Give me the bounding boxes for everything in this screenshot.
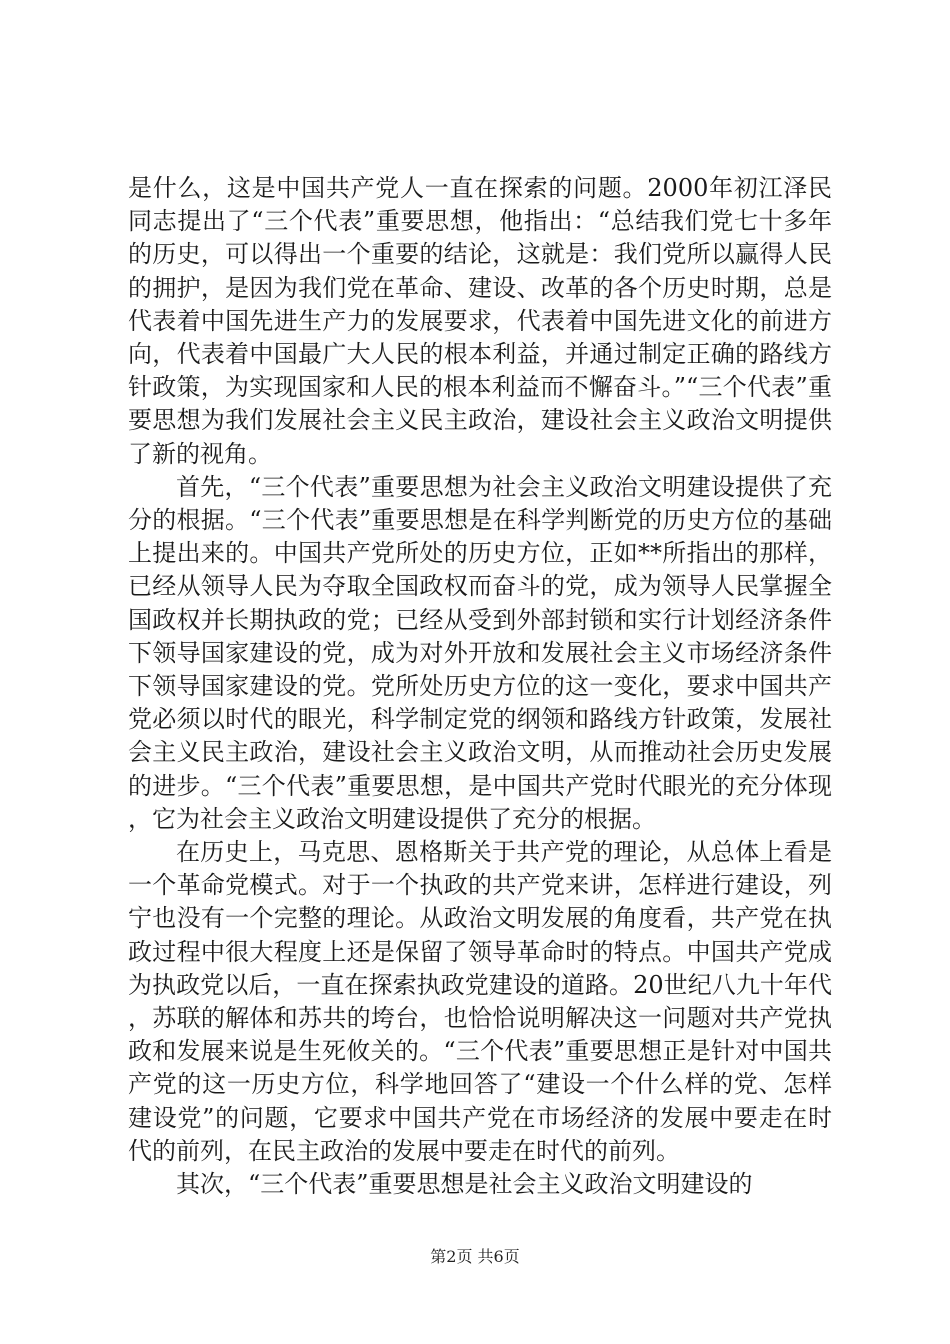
paragraph-second-point: 其次，“三个代表”重要思想是社会主义政治文明建设的 bbox=[176, 1170, 753, 1199]
page-number-footer: 第2页 共6页 bbox=[430, 1247, 520, 1266]
paragraph-historical-context: 在历史上，马克思、恩格斯关于共产党的理论，从总体上看是一个革命党模式。对于一个执政的共产党来讲，怎样进行建设，列宁也没有一个完整的理论。从政治文明发展的角度看，共产党在执政过程中很大程度上还是保留了领导革命时的特点。中国共产党成为执政党以后，一直在探索执政党建设的道路。20世纪八九十年代，苏联的解体和苏共的垮台，也恰恰说明解决这一问题对共产党执政和发展来说是生死攸关的。“三个代表”重要思想正是针对中国共产党的这一历史方位，科学地回答了“建设一个什么样的党、怎样建设党”的问题，它要求中国共产党在市场经济的发展中要走在时代的前列，在民主政治的发展中要走在时代的前列。 bbox=[128, 838, 832, 1165]
document-body bbox=[128, 172, 832, 1201]
paragraph-continuation: 是什么，这是中国共产党人一直在探索的问题。2000年初江泽民同志提出了“三个代表”重要思想，他指出：“总结我们党七十多年的历史，可以得出一个重要的结论，这就是：我们党所以赢得人民的拥护，是因为我们党在革命、建设、改革的各个历史时期，总是代表着中国先进生产力的发展要求，代表着中国先进文化的前进方向，代表着中国最广大人民的根本利益，并通过制定正确的路线方针政策，为实现国家和人民的根本利益而不懈奋斗。”“三个代表”重要思想为我们发展社会主义民主政治，建设社会主义政治文明提供了新的视角。 bbox=[128, 174, 832, 468]
paragraph-first-point: 首先，“三个代表”重要思想为社会主义政治文明建设提供了充分的根据。“三个代表”重要思想是在科学判断党的历史方位的基础上提出来的。中国共产党所处的历史方位，正如**所指出的那样，已经从领导人民为夺取全国政权而奋斗的党，成为领导人民掌握全国政权并长期执政的党；已经从受到外部封锁和实行计划经济条件下领导国家建设的党，成为对外开放和发展社会主义市场经济条件下领导国家建设的党。党所处历史方位的这一变化，要求中国共产党必须以时代的眼光，科学制定党的纲领和路线方针政策，发展社会主义民主政治，建设社会主义政治文明，从而推动社会历史发展的进步。“三个代表”重要思想，是中国共产党时代眼光的充分体现，它为社会主义政治文明建设提供了充分的根据。 bbox=[128, 472, 832, 833]
